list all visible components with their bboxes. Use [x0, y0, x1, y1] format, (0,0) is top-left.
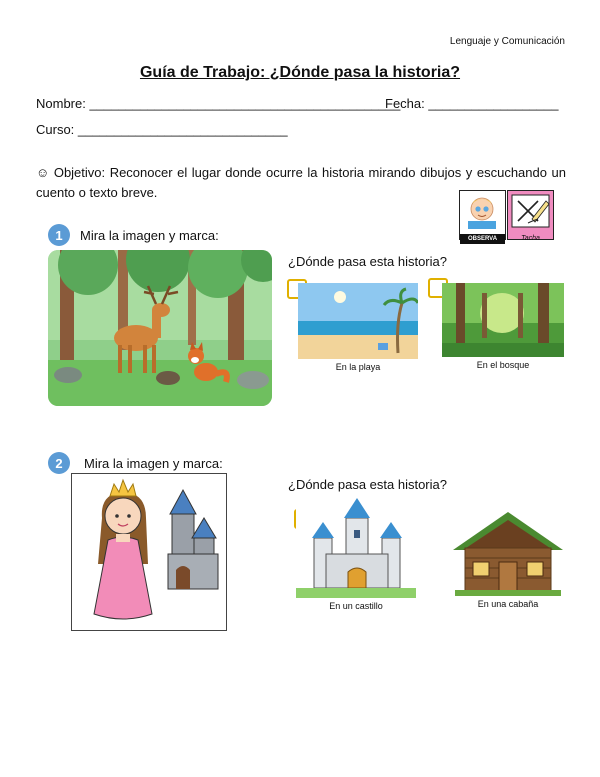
forest-animals-picture: [48, 250, 272, 406]
name-field[interactable]: Nombre: ___________________________________________: [36, 96, 401, 111]
section-1-number: 1: [48, 224, 70, 246]
observe-label: OBSERVA: [460, 234, 505, 244]
option-cabin-label: En una cabaña: [477, 599, 539, 609]
date-field[interactable]: Fecha: __________________: [385, 96, 559, 111]
section-2-question: ¿Dónde pasa esta historia?: [288, 477, 447, 492]
course-field[interactable]: Curso: _____________________________: [36, 122, 288, 137]
cross-out-pictogram: [507, 190, 554, 240]
forest-picture: [442, 283, 564, 357]
cabin-picture: [449, 506, 567, 596]
section-1-instruction: Mira la imagen y marca:: [80, 228, 219, 243]
objective-text: ☺ Objetivo: Reconocer el lugar donde ocurre la historia mirando dibujos y escuchando un cuento o texto breve.: [36, 165, 566, 200]
option-beach-label: En la playa: [335, 362, 381, 372]
section-2-number: 2: [48, 452, 70, 474]
subject-header: Lenguaje y Comunicación: [449, 36, 565, 47]
option-castle-label: En un castillo: [329, 601, 383, 611]
observe-pictogram: [459, 190, 506, 240]
pencil-cross-icon: [508, 191, 553, 229]
section-1-question: ¿Dónde pasa esta historia?: [288, 254, 447, 269]
cross-out-label: Tacha: [521, 235, 540, 242]
worksheet-title: Guía de Trabajo: ¿Dónde pasa la historia?: [139, 64, 461, 81]
section-2-instruction: Mira la imagen y marca:: [84, 456, 223, 471]
beach-picture: [298, 283, 418, 359]
castle-picture: [296, 494, 416, 598]
observe-child-icon: [460, 191, 505, 229]
princess-castle-picture: [71, 473, 227, 631]
hedgehog-figure: [156, 371, 180, 385]
option-forest-label: En el bosque: [476, 360, 530, 370]
